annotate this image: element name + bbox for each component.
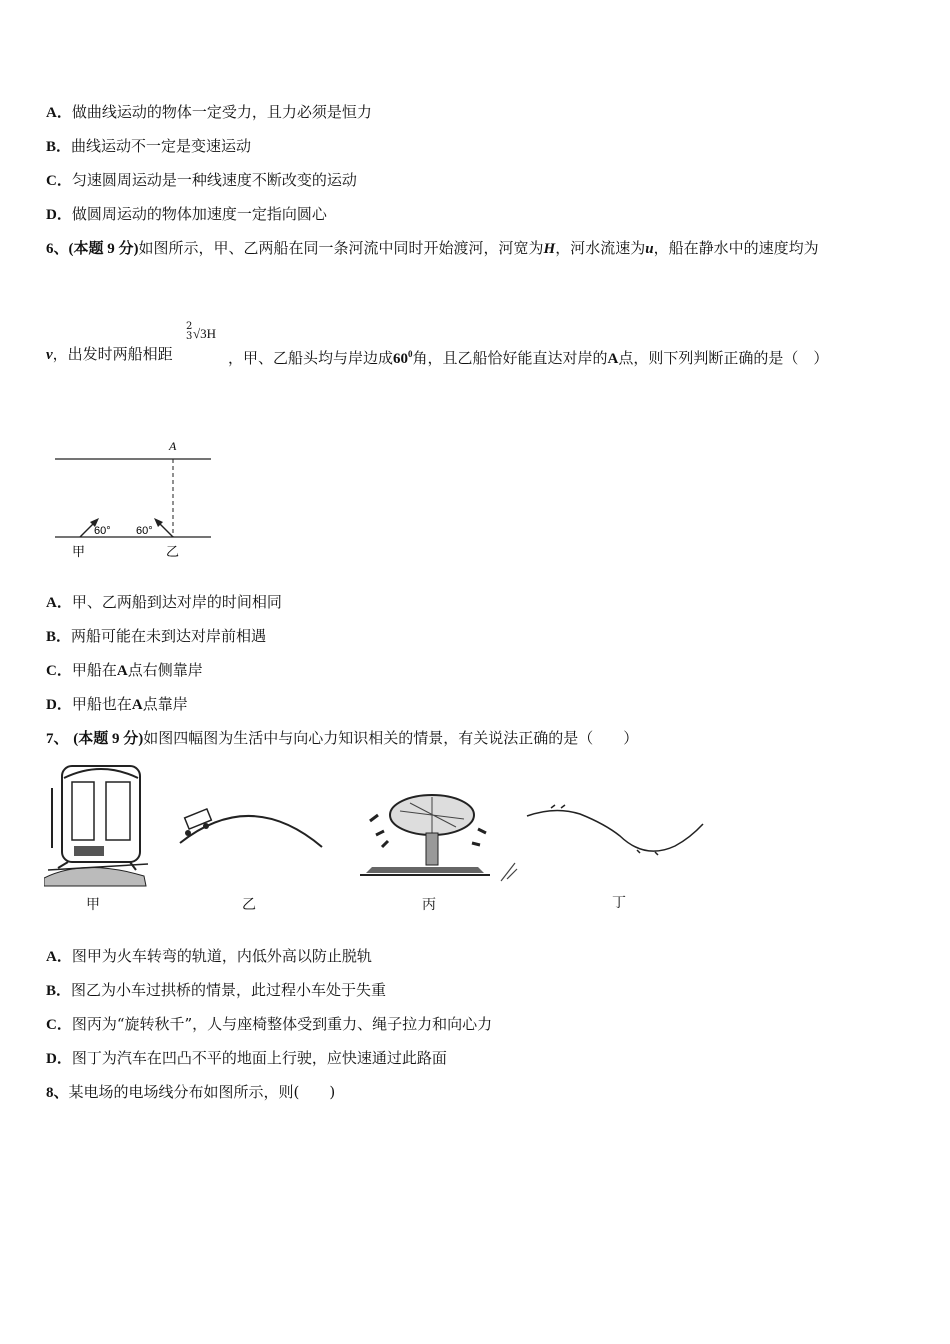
distance-fraction: 2 3 bbox=[186, 321, 193, 342]
q8-stem: 8、某电场的电场线分布如图所示，则( ) bbox=[46, 1083, 336, 1101]
q7-option-d: D．图丁为汽车在凹凸不平的地面上行驶，应快速通过此路面 bbox=[46, 1049, 447, 1067]
q7-option-c: C．图丙为“旋转秋千”，人与座椅整体受到重力、绳子拉力和向心力 bbox=[46, 1015, 493, 1033]
q7-option-b: B．图乙为小车过拱桥的情景，此过程小车处于失重 bbox=[46, 981, 387, 999]
q6-option-d: D．甲船也在A点靠岸 bbox=[46, 695, 188, 713]
q6-option-c: C．甲船在A点右侧靠岸 bbox=[46, 661, 203, 679]
angle-label-jia: 60° bbox=[94, 525, 111, 537]
river-crossing-figure bbox=[50, 430, 220, 565]
figure-yi-arch-bridge bbox=[176, 795, 326, 855]
figure-bing-artifact-mark bbox=[497, 855, 521, 885]
q6-stem-line2a: v，出发时两船相距 bbox=[46, 345, 173, 363]
q5-option-c: C．匀速圆周运动是一种线速度不断改变的运动 bbox=[46, 171, 357, 189]
caption-bing: 丙 bbox=[422, 897, 436, 913]
q6-stem-line1: 6、(本题 9 分)如图所示，甲、乙两船在同一条河流中同时开始渡河，河宽为H，河水流速为u，船在静水中的速度均为 bbox=[46, 239, 819, 257]
q6-stem-line2b: ，甲、乙船头均与岸边成$60^0$角，且乙船恰好能直达对岸的A点，则下列判断正确的是（ ） bbox=[228, 349, 829, 367]
q5-option-a: A．做曲线运动的物体一定受力，且力必须是恒力 bbox=[46, 103, 372, 121]
point-a-label: A bbox=[169, 439, 177, 453]
boat-jia-label: 甲 bbox=[72, 545, 86, 560]
figure-ding-bumpy-road bbox=[525, 800, 705, 860]
q6-option-a: A．甲、乙两船到达对岸的时间相同 bbox=[46, 593, 282, 611]
boat-yi-label: 乙 bbox=[166, 545, 180, 560]
distance-radical: √3H bbox=[193, 326, 217, 341]
angle-label-yi: 60° bbox=[136, 525, 153, 537]
q5-option-d: D．做圆周运动的物体加速度一定指向圆心 bbox=[46, 205, 327, 223]
caption-jia: 甲 bbox=[86, 897, 100, 913]
q7-stem: 7、 (本题 9 分)如图四幅图为生活中与向心力知识相关的情景，有关说法正确的是（ ） bbox=[46, 729, 639, 747]
q5-option-b: B．曲线运动不一定是变速运动 bbox=[46, 137, 252, 155]
q7-option-a: A．图甲为火车转弯的轨道，内低外高以防止脱轨 bbox=[46, 947, 372, 965]
caption-yi: 乙 bbox=[242, 897, 256, 913]
figure-jia-train-curve bbox=[44, 758, 152, 888]
figure-bing-rotating-swing bbox=[360, 785, 490, 880]
q6-option-b: B．两船可能在未到达对岸前相遇 bbox=[46, 627, 267, 645]
caption-ding: 丁 bbox=[612, 895, 626, 911]
